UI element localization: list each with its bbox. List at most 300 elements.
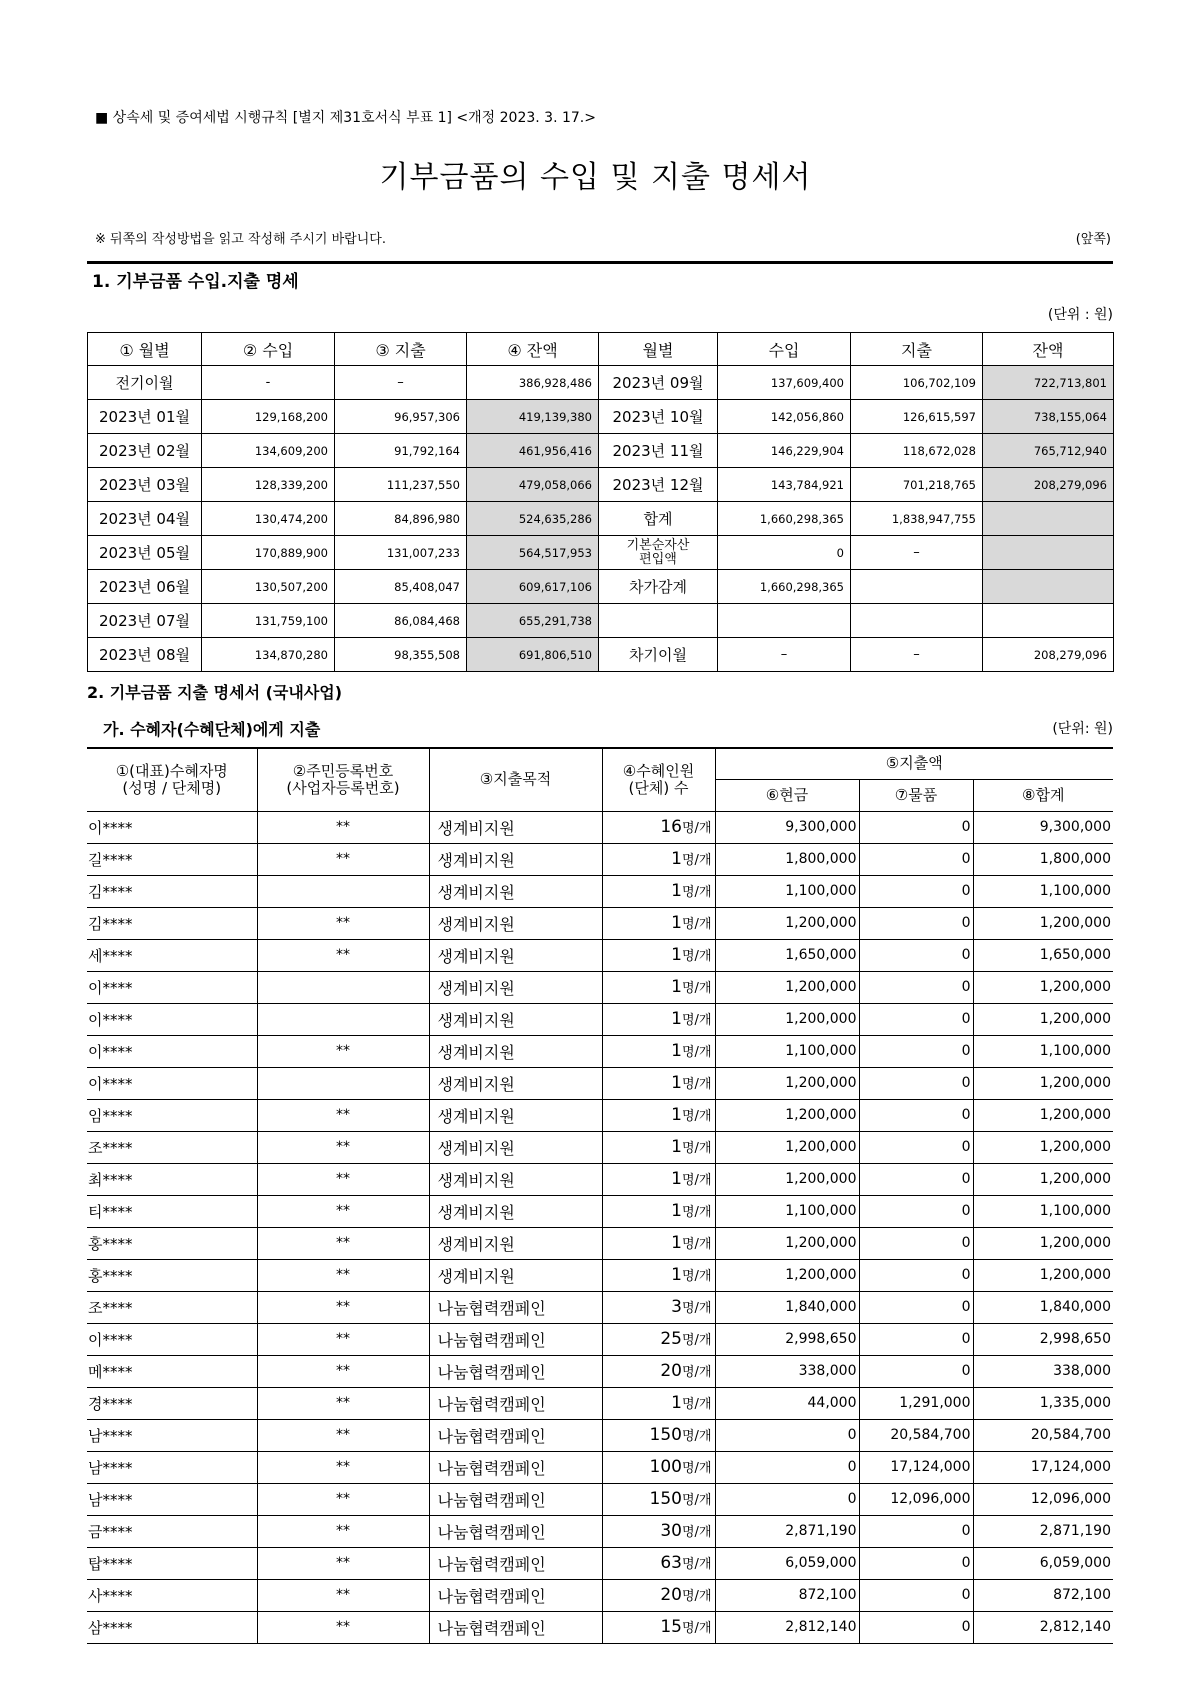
- registration-number-cell: [257, 1003, 429, 1035]
- recipient-name-cell: 조****: [87, 1131, 257, 1163]
- total-amount-cell: 1,200,000: [973, 1259, 1113, 1291]
- registration-number-cell: **: [257, 811, 429, 843]
- total-amount-cell: 1,335,000: [973, 1387, 1113, 1419]
- expenditure-row: [87, 1067, 1113, 1099]
- recipient-name-cell: 이****: [87, 1323, 257, 1355]
- total-amount-cell: 12,096,000: [973, 1483, 1113, 1515]
- goods-amount-cell: 0: [859, 907, 973, 939]
- period-expense-cell: [851, 570, 983, 604]
- count-unit-label: 명/개: [682, 1365, 712, 1380]
- cash-amount-cell: 0: [715, 1451, 859, 1483]
- purpose-cell: 생계비지원: [429, 1227, 602, 1259]
- instruction-note: ※ 뒤쪽의 작성방법을 읽고 작성해 주시기 바랍니다.: [95, 232, 386, 247]
- expense-cell: –: [335, 366, 467, 400]
- header-registration-number-line2: (사업자등록번호): [286, 778, 400, 797]
- expenditure-row: [87, 1131, 1113, 1163]
- registration-number-cell: **: [257, 1451, 429, 1483]
- purpose-cell: 생계비지원: [429, 1067, 602, 1099]
- cash-amount-cell: 1,200,000: [715, 1131, 859, 1163]
- recipient-name-cell: 김****: [87, 875, 257, 907]
- goods-amount-cell: 0: [859, 1163, 973, 1195]
- period-label-cell: 차기이월: [599, 638, 718, 672]
- beneficiary-count-cell: [602, 1419, 715, 1451]
- expenditure-row: [87, 1355, 1113, 1387]
- beneficiary-count-value: 25: [660, 1329, 682, 1349]
- expenditure-row: [87, 1291, 1113, 1323]
- goods-amount-cell: 0: [859, 1611, 973, 1643]
- cash-amount-cell: 2,871,190: [715, 1515, 859, 1547]
- purpose-cell: 나눔협력캠페인: [429, 1355, 602, 1387]
- balance-cell: 691,806,510: [467, 638, 599, 672]
- header-recipient-name-line1: ①(대표)수혜자명: [115, 761, 228, 780]
- income-expense-row: [88, 536, 1114, 570]
- registration-number-cell: **: [257, 1611, 429, 1643]
- goods-amount-cell: 12,096,000: [859, 1483, 973, 1515]
- cash-amount-cell: 2,998,650: [715, 1323, 859, 1355]
- period-label-cell: 차가감계: [599, 570, 718, 604]
- beneficiary-count-cell: [602, 1547, 715, 1579]
- cash-amount-cell: 1,200,000: [715, 971, 859, 1003]
- purpose-cell: 나눔협력캠페인: [429, 1323, 602, 1355]
- balance-cell: 479,058,066: [467, 468, 599, 502]
- beneficiary-count-value: 1: [671, 1137, 682, 1157]
- beneficiary-count-cell: [602, 1163, 715, 1195]
- expenditure-row: [87, 1611, 1113, 1643]
- header-expense-right: 지출: [851, 333, 983, 366]
- beneficiary-count-value: 1: [671, 1233, 682, 1253]
- beneficiary-count-value: 16: [660, 817, 682, 837]
- expense-cell: 84,896,980: [335, 502, 467, 536]
- recipient-name-cell: 이****: [87, 1067, 257, 1099]
- total-amount-cell: 1,200,000: [973, 1067, 1113, 1099]
- total-amount-cell: 1,200,000: [973, 907, 1113, 939]
- expenditure-row: [87, 1195, 1113, 1227]
- expenditure-header-row-1: [87, 748, 1113, 779]
- goods-amount-cell: 0: [859, 1131, 973, 1163]
- beneficiary-count-value: 1: [671, 1073, 682, 1093]
- cash-amount-cell: 1,200,000: [715, 1003, 859, 1035]
- beneficiary-count-cell: [602, 875, 715, 907]
- expenditure-row: [87, 1163, 1113, 1195]
- goods-amount-cell: 0: [859, 1547, 973, 1579]
- expenditure-row: [87, 1483, 1113, 1515]
- income-expense-header-row: [88, 333, 1114, 366]
- registration-number-cell: **: [257, 1419, 429, 1451]
- period-label-cell: 2023년 10월: [599, 400, 718, 434]
- month-cell: 2023년 04월: [88, 502, 202, 536]
- goods-amount-cell: 0: [859, 1355, 973, 1387]
- expense-cell: 86,084,468: [335, 604, 467, 638]
- goods-amount-cell: 0: [859, 1035, 973, 1067]
- expenditure-row: [87, 907, 1113, 939]
- count-unit-label: 명/개: [682, 1077, 712, 1092]
- beneficiary-count-value: 150: [649, 1425, 682, 1445]
- cash-amount-cell: 1,100,000: [715, 1035, 859, 1067]
- income-expense-row: [88, 570, 1114, 604]
- income-expense-row: [88, 468, 1114, 502]
- expense-cell: 111,237,550: [335, 468, 467, 502]
- expenditure-table-head: [87, 748, 1113, 811]
- month-cell: 2023년 02월: [88, 434, 202, 468]
- beneficiary-count-value: 1: [671, 1169, 682, 1189]
- beneficiary-count-value: 1: [671, 1041, 682, 1061]
- header-recipient-name: [87, 748, 257, 811]
- header-balance: ④ 잔액: [467, 333, 599, 366]
- section2-unit-label: (단위: 원): [1052, 721, 1113, 737]
- expenditure-row: [87, 939, 1113, 971]
- expense-cell: 96,957,306: [335, 400, 467, 434]
- header-balance-right: 잔액: [983, 333, 1114, 366]
- page-title: 기부금품의 수입 및 지출 명세서: [379, 160, 812, 195]
- header-income: ② 수입: [202, 333, 335, 366]
- beneficiary-count-value: 15: [660, 1617, 682, 1637]
- purpose-cell: 나눔협력캠페인: [429, 1515, 602, 1547]
- beneficiary-count-cell: [602, 1611, 715, 1643]
- period-balance-cell: [983, 570, 1114, 604]
- month-cell: 2023년 08월: [88, 638, 202, 672]
- beneficiary-count-value: 3: [671, 1297, 682, 1317]
- header-registration-number: [257, 748, 429, 811]
- expenditure-row: [87, 1451, 1113, 1483]
- goods-amount-cell: 0: [859, 1067, 973, 1099]
- purpose-cell: 나눔협력캠페인: [429, 1451, 602, 1483]
- month-cell: 전기이월: [88, 366, 202, 400]
- registration-number-cell: **: [257, 939, 429, 971]
- purpose-cell: 나눔협력캠페인: [429, 1611, 602, 1643]
- recipient-name-cell: 남****: [87, 1451, 257, 1483]
- registration-number-cell: **: [257, 1355, 429, 1387]
- form-reference: ■ 상속세 및 증여세법 시행규칙 [별지 제31호서식 부표 1] <개정 2023. 3. 17.>: [95, 110, 596, 126]
- recipient-name-cell: 김****: [87, 907, 257, 939]
- total-amount-cell: 1,200,000: [973, 1227, 1113, 1259]
- registration-number-cell: **: [257, 1227, 429, 1259]
- beneficiary-count-value: 150: [649, 1489, 682, 1509]
- period-label-cell: 기본순자산 편입액: [599, 536, 718, 570]
- expenditure-row: [87, 1035, 1113, 1067]
- section2-heading: 2. 기부금품 지출 명세서 (국내사업): [87, 683, 343, 702]
- expense-cell: 98,355,508: [335, 638, 467, 672]
- balance-cell: 461,956,416: [467, 434, 599, 468]
- purpose-cell: 생계비지원: [429, 1003, 602, 1035]
- header-goods: ⑦물품: [859, 779, 973, 811]
- beneficiary-count-value: 1: [671, 945, 682, 965]
- cash-amount-cell: 872,100: [715, 1579, 859, 1611]
- cash-amount-cell: 1,100,000: [715, 1195, 859, 1227]
- count-unit-label: 명/개: [682, 1397, 712, 1412]
- purpose-cell: 생계비지원: [429, 1195, 602, 1227]
- recipient-name-cell: 탑****: [87, 1547, 257, 1579]
- recipient-name-cell: 임****: [87, 1099, 257, 1131]
- registration-number-cell: **: [257, 907, 429, 939]
- expense-cell: 131,007,233: [335, 536, 467, 570]
- beneficiary-count-cell: [602, 939, 715, 971]
- section2-subheading: 가. 수혜자(수혜단체)에게 지출: [103, 720, 321, 739]
- period-expense-cell: 126,615,597: [851, 400, 983, 434]
- beneficiary-count-cell: [602, 1323, 715, 1355]
- expenditure-row: [87, 1259, 1113, 1291]
- purpose-cell: 나눔협력캠페인: [429, 1483, 602, 1515]
- beneficiary-count-cell: [602, 1291, 715, 1323]
- period-balance-cell: 208,279,096: [983, 468, 1114, 502]
- cash-amount-cell: 1,100,000: [715, 875, 859, 907]
- cash-amount-cell: 9,300,000: [715, 811, 859, 843]
- goods-amount-cell: 0: [859, 843, 973, 875]
- count-unit-label: 명/개: [682, 1205, 712, 1220]
- expenditure-row: [87, 1387, 1113, 1419]
- registration-number-cell: **: [257, 1387, 429, 1419]
- count-unit-label: 명/개: [682, 885, 712, 900]
- period-income-cell: 1,660,298,365: [718, 570, 851, 604]
- goods-amount-cell: 0: [859, 939, 973, 971]
- count-unit-label: 명/개: [682, 1493, 712, 1508]
- income-expense-row: [88, 400, 1114, 434]
- recipient-name-cell: 이****: [87, 1035, 257, 1067]
- purpose-cell: 생계비지원: [429, 971, 602, 1003]
- cash-amount-cell: 1,650,000: [715, 939, 859, 971]
- header-cash: ⑥현금: [715, 779, 859, 811]
- registration-number-cell: **: [257, 1547, 429, 1579]
- expenditure-detail-table: [87, 747, 1113, 1644]
- expenditure-row: [87, 971, 1113, 1003]
- goods-amount-cell: 0: [859, 875, 973, 907]
- expenditure-row: [87, 1515, 1113, 1547]
- count-unit-label: 명/개: [682, 1429, 712, 1444]
- header-expense: ③ 지출: [335, 333, 467, 366]
- recipient-name-cell: 홍****: [87, 1259, 257, 1291]
- income-expense-row: [88, 366, 1114, 400]
- goods-amount-cell: 1,291,000: [859, 1387, 973, 1419]
- total-amount-cell: 1,100,000: [973, 1195, 1113, 1227]
- beneficiary-count-cell: [602, 907, 715, 939]
- recipient-name-cell: 경****: [87, 1387, 257, 1419]
- period-expense-cell: –: [851, 638, 983, 672]
- purpose-cell: 생계비지원: [429, 939, 602, 971]
- count-unit-label: 명/개: [682, 1589, 712, 1604]
- beneficiary-count-value: 1: [671, 1393, 682, 1413]
- period-expense-cell: 701,218,765: [851, 468, 983, 502]
- beneficiary-count-cell: [602, 1131, 715, 1163]
- expenditure-row: [87, 875, 1113, 907]
- registration-number-cell: [257, 875, 429, 907]
- goods-amount-cell: 0: [859, 1515, 973, 1547]
- header-beneficiary-count: [602, 748, 715, 811]
- count-unit-label: 명/개: [682, 1461, 712, 1476]
- period-expense-cell: 1,838,947,755: [851, 502, 983, 536]
- recipient-name-cell: 최****: [87, 1163, 257, 1195]
- expenditure-row: [87, 1579, 1113, 1611]
- section1-heading: 1. 기부금품 수입.지출 명세: [92, 272, 299, 292]
- income-cell: 134,870,280: [202, 638, 335, 672]
- total-amount-cell: 1,840,000: [973, 1291, 1113, 1323]
- header-income-right: 수입: [718, 333, 851, 366]
- period-balance-cell: 765,712,940: [983, 434, 1114, 468]
- beneficiary-count-value: 1: [671, 913, 682, 933]
- count-unit-label: 명/개: [682, 1141, 712, 1156]
- cash-amount-cell: 338,000: [715, 1355, 859, 1387]
- total-amount-cell: 1,200,000: [973, 1163, 1113, 1195]
- purpose-cell: 나눔협력캠페인: [429, 1579, 602, 1611]
- period-balance-cell: 208,279,096: [983, 638, 1114, 672]
- count-unit-label: 명/개: [682, 1109, 712, 1124]
- recipient-name-cell: 조****: [87, 1291, 257, 1323]
- expenditure-row: [87, 1003, 1113, 1035]
- recipient-name-cell: 금****: [87, 1515, 257, 1547]
- total-amount-cell: 17,124,000: [973, 1451, 1113, 1483]
- purpose-cell: 생계비지원: [429, 1163, 602, 1195]
- registration-number-cell: **: [257, 1323, 429, 1355]
- count-unit-label: 명/개: [682, 1013, 712, 1028]
- period-income-cell: 0: [718, 536, 851, 570]
- income-cell: 170,889,900: [202, 536, 335, 570]
- beneficiary-count-value: 1: [671, 1265, 682, 1285]
- income-expense-row: [88, 638, 1114, 672]
- count-unit-label: 명/개: [682, 1173, 712, 1188]
- count-unit-label: 명/개: [682, 1557, 712, 1572]
- count-unit-label: 명/개: [682, 1301, 712, 1316]
- month-cell: 2023년 03월: [88, 468, 202, 502]
- total-amount-cell: 1,200,000: [973, 1099, 1113, 1131]
- period-label-cell: 2023년 12월: [599, 468, 718, 502]
- goods-amount-cell: 0: [859, 1195, 973, 1227]
- count-unit-label: 명/개: [682, 853, 712, 868]
- cash-amount-cell: 1,200,000: [715, 907, 859, 939]
- balance-cell: 524,635,286: [467, 502, 599, 536]
- goods-amount-cell: 0: [859, 1579, 973, 1611]
- count-unit-label: 명/개: [682, 1237, 712, 1252]
- beneficiary-count-value: 1: [671, 1009, 682, 1029]
- count-unit-label: 명/개: [682, 949, 712, 964]
- balance-cell: 564,517,953: [467, 536, 599, 570]
- income-cell: 134,609,200: [202, 434, 335, 468]
- beneficiary-count-cell: [602, 1099, 715, 1131]
- balance-cell: 386,928,486: [467, 366, 599, 400]
- cash-amount-cell: 1,200,000: [715, 1163, 859, 1195]
- income-expense-table-head: [88, 333, 1114, 366]
- purpose-cell: 나눔협력캠페인: [429, 1387, 602, 1419]
- income-cell: 130,474,200: [202, 502, 335, 536]
- beneficiary-count-cell: [602, 1227, 715, 1259]
- count-unit-label: 명/개: [682, 821, 712, 836]
- recipient-name-cell: 이****: [87, 1003, 257, 1035]
- period-income-cell: 146,229,904: [718, 434, 851, 468]
- registration-number-cell: **: [257, 1483, 429, 1515]
- header-beneficiary-count-line1: ④수혜인원: [622, 761, 695, 780]
- income-expense-table-body: [88, 366, 1114, 672]
- month-cell: 2023년 07월: [88, 604, 202, 638]
- registration-number-cell: **: [257, 1515, 429, 1547]
- cash-amount-cell: 0: [715, 1419, 859, 1451]
- purpose-cell: 나눔협력캠페인: [429, 1419, 602, 1451]
- goods-amount-cell: 0: [859, 1099, 973, 1131]
- month-cell: 2023년 01월: [88, 400, 202, 434]
- period-income-cell: [718, 604, 851, 638]
- count-unit-label: 명/개: [682, 917, 712, 932]
- beneficiary-count-cell: [602, 1579, 715, 1611]
- registration-number-cell: **: [257, 1099, 429, 1131]
- beneficiary-count-value: 1: [671, 849, 682, 869]
- expenditure-row: [87, 843, 1113, 875]
- month-cell: 2023년 06월: [88, 570, 202, 604]
- beneficiary-count-cell: [602, 1259, 715, 1291]
- header-expenditure-amount: ⑤지출액: [715, 748, 1113, 779]
- cash-amount-cell: 44,000: [715, 1387, 859, 1419]
- header-recipient-name-line2: (성명 / 단체명): [122, 778, 222, 797]
- purpose-cell: 생계비지원: [429, 811, 602, 843]
- total-amount-cell: 2,812,140: [973, 1611, 1113, 1643]
- cash-amount-cell: 2,812,140: [715, 1611, 859, 1643]
- registration-number-cell: **: [257, 1579, 429, 1611]
- period-expense-cell: –: [851, 536, 983, 570]
- recipient-name-cell: 남****: [87, 1483, 257, 1515]
- beneficiary-count-cell: [602, 971, 715, 1003]
- purpose-cell: 나눔협력캠페인: [429, 1547, 602, 1579]
- period-label-cell: 2023년 11월: [599, 434, 718, 468]
- total-amount-cell: 1,800,000: [973, 843, 1113, 875]
- beneficiary-count-cell: [602, 1195, 715, 1227]
- registration-number-cell: **: [257, 1035, 429, 1067]
- count-unit-label: 명/개: [682, 1045, 712, 1060]
- income-expense-row: [88, 604, 1114, 638]
- expenditure-row: [87, 1227, 1113, 1259]
- period-balance-cell: 722,713,801: [983, 366, 1114, 400]
- cash-amount-cell: 1,800,000: [715, 843, 859, 875]
- recipient-name-cell: 길****: [87, 843, 257, 875]
- beneficiary-count-cell: [602, 1515, 715, 1547]
- goods-amount-cell: 0: [859, 1323, 973, 1355]
- count-unit-label: 명/개: [682, 981, 712, 996]
- period-balance-cell: 738,155,064: [983, 400, 1114, 434]
- income-cell: 129,168,200: [202, 400, 335, 434]
- beneficiary-count-value: 30: [660, 1521, 682, 1541]
- period-expense-cell: 118,672,028: [851, 434, 983, 468]
- beneficiary-count-value: 1: [671, 977, 682, 997]
- recipient-name-cell: 티****: [87, 1195, 257, 1227]
- income-cell: 130,507,200: [202, 570, 335, 604]
- recipient-name-cell: 삼****: [87, 1611, 257, 1643]
- period-income-cell: –: [718, 638, 851, 672]
- period-balance-cell: [983, 502, 1114, 536]
- expenditure-row: [87, 1547, 1113, 1579]
- recipient-name-cell: 세****: [87, 939, 257, 971]
- period-income-cell: 1,660,298,365: [718, 502, 851, 536]
- income-expense-table: [87, 332, 1114, 672]
- registration-number-cell: **: [257, 1131, 429, 1163]
- total-amount-cell: 1,650,000: [973, 939, 1113, 971]
- period-income-cell: 137,609,400: [718, 366, 851, 400]
- total-amount-cell: 872,100: [973, 1579, 1113, 1611]
- total-amount-cell: 20,584,700: [973, 1419, 1113, 1451]
- goods-amount-cell: 0: [859, 971, 973, 1003]
- header-purpose: ③지출목적: [429, 748, 602, 811]
- cash-amount-cell: 0: [715, 1483, 859, 1515]
- expense-cell: 85,408,047: [335, 570, 467, 604]
- beneficiary-count-cell: [602, 843, 715, 875]
- recipient-name-cell: 이****: [87, 971, 257, 1003]
- income-cell: 128,339,200: [202, 468, 335, 502]
- beneficiary-count-value: 63: [660, 1553, 682, 1573]
- count-unit-label: 명/개: [682, 1269, 712, 1284]
- period-expense-cell: [851, 604, 983, 638]
- expenditure-row: [87, 1323, 1113, 1355]
- total-amount-cell: 1,200,000: [973, 1131, 1113, 1163]
- total-amount-cell: 9,300,000: [973, 811, 1113, 843]
- total-amount-cell: 1,100,000: [973, 1035, 1113, 1067]
- recipient-name-cell: 메****: [87, 1355, 257, 1387]
- period-label-cell: 합계: [599, 502, 718, 536]
- period-income-cell: 142,056,860: [718, 400, 851, 434]
- expense-cell: 91,792,164: [335, 434, 467, 468]
- income-expense-row: [88, 434, 1114, 468]
